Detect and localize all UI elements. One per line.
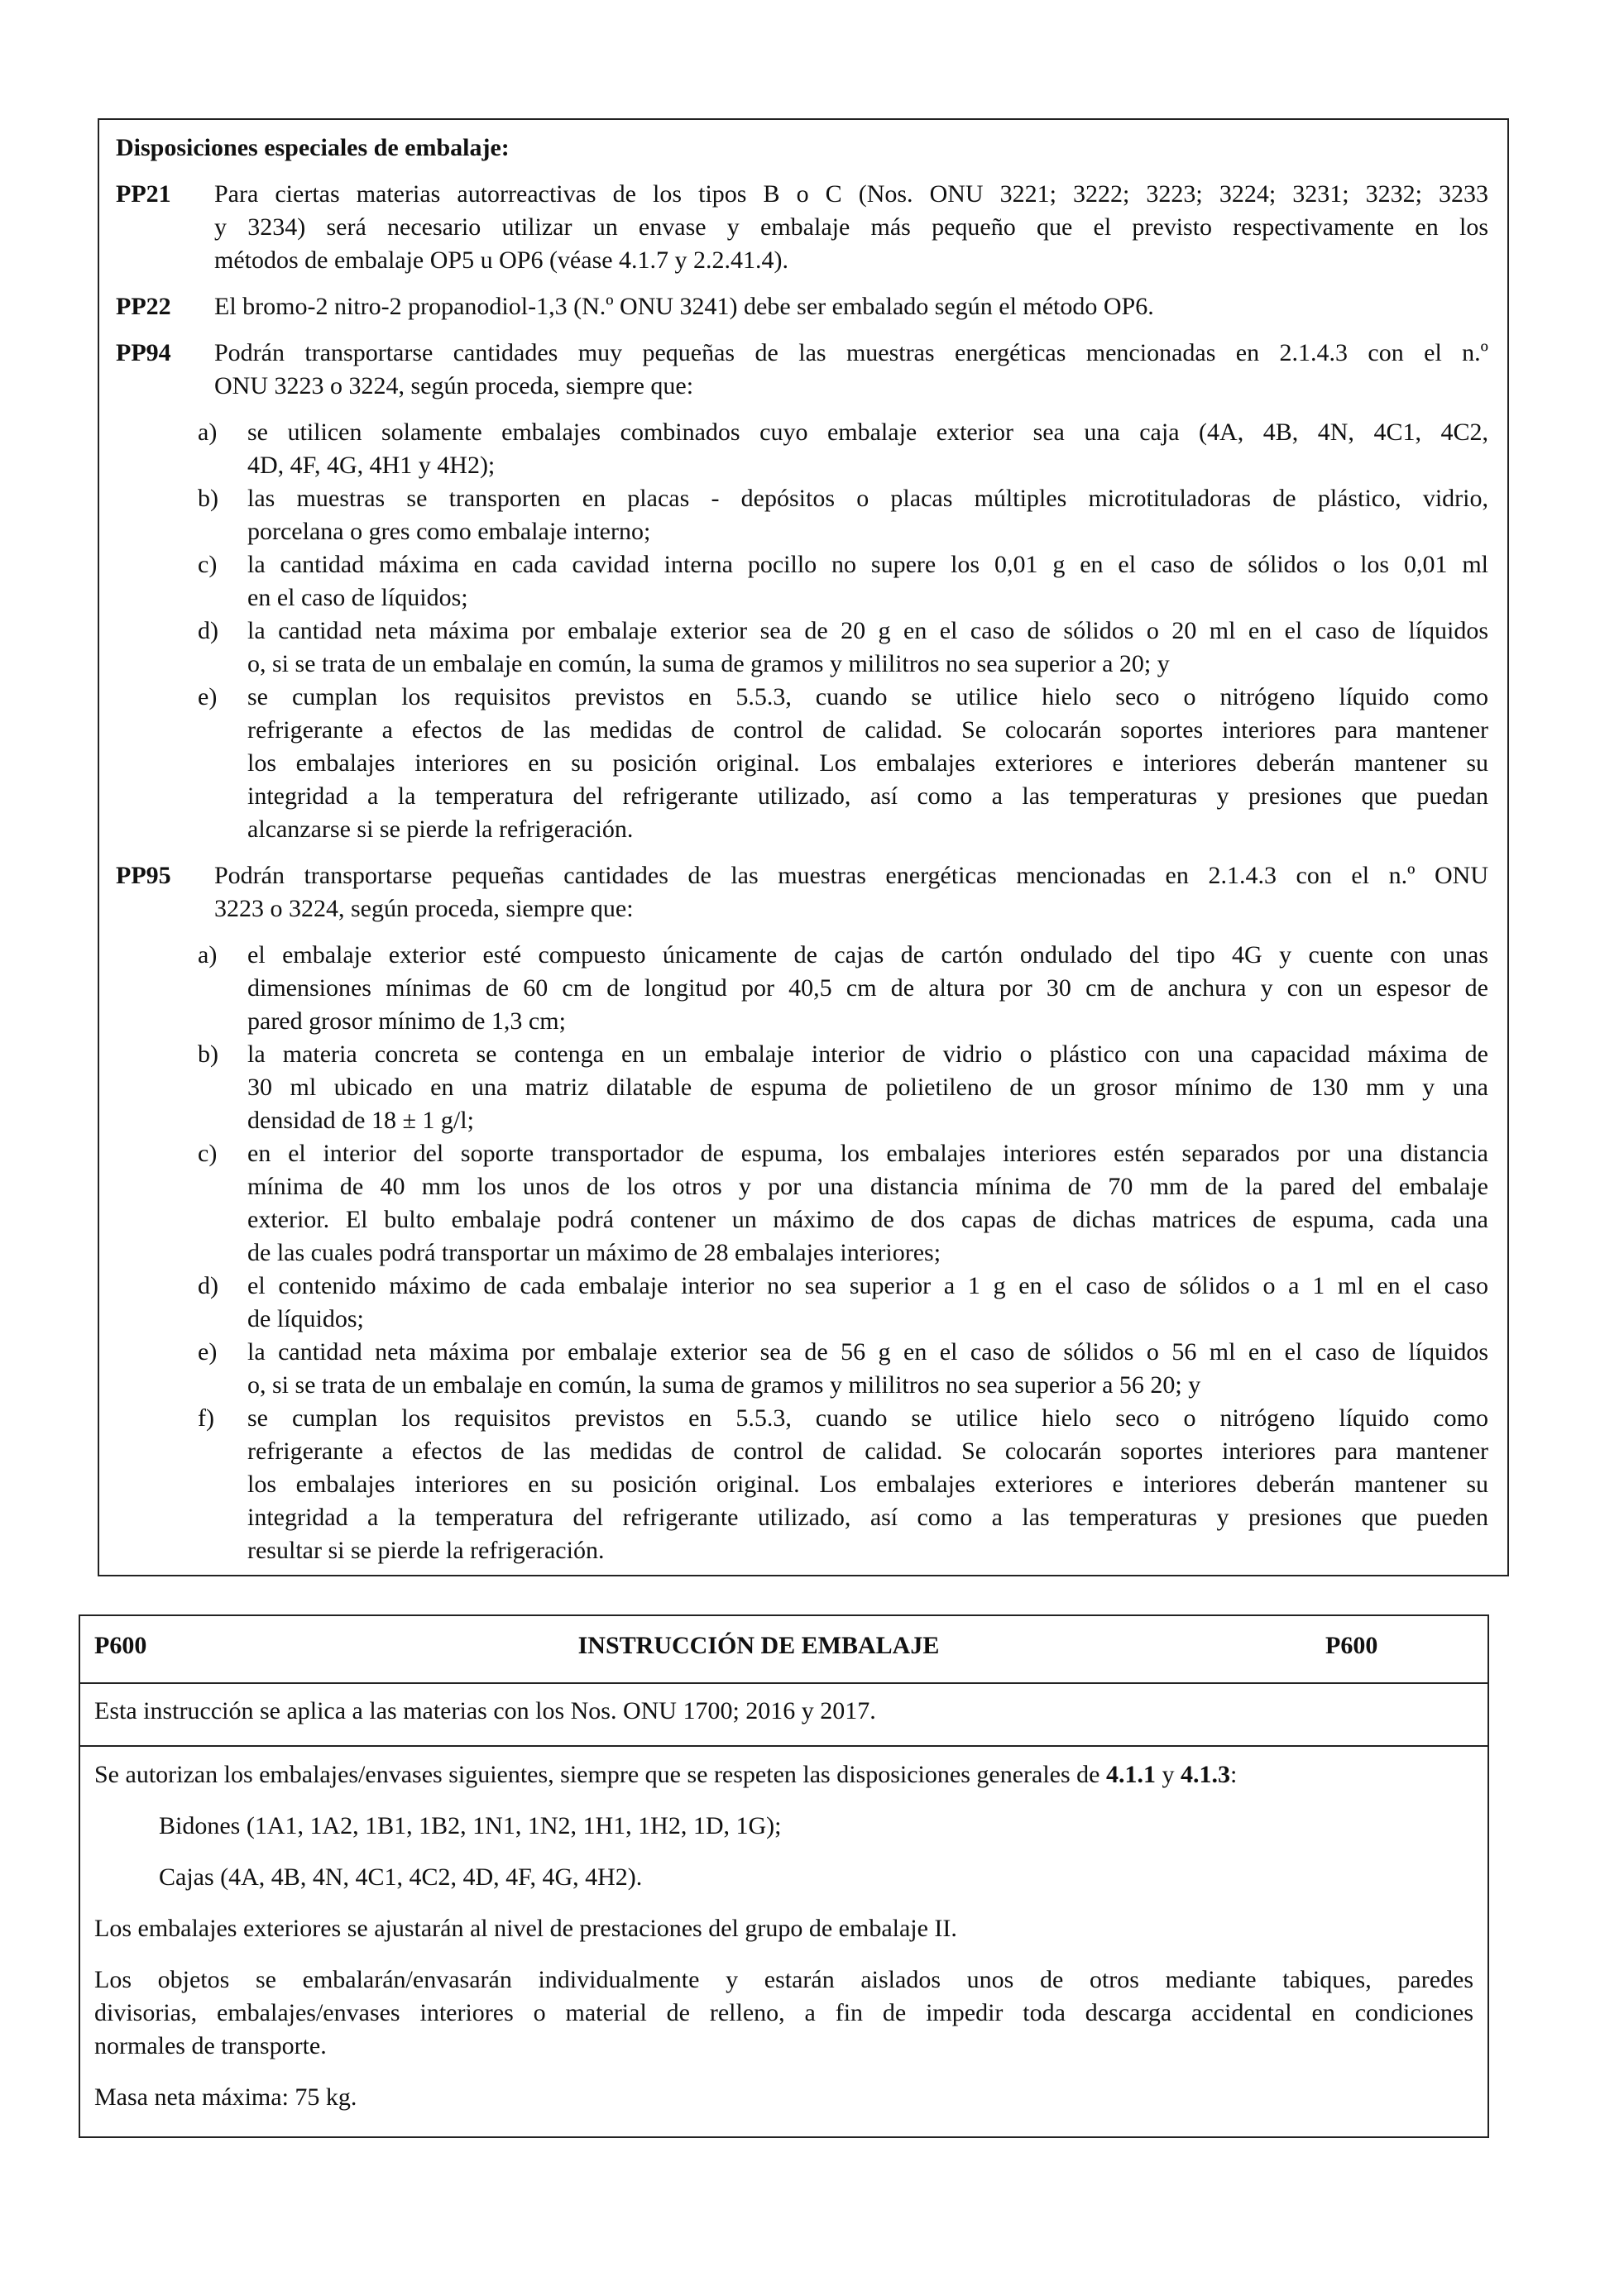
list-item-line: mínima de 40 mm los unos de los otros y por una distancia mínima de 70 mm de la pared del embalaje (247, 1173, 1488, 1200)
list-item-line: los embalajes interiores en su posición original. Los embalajes exteriores e interiores deberán mantener su (247, 749, 1488, 777)
list-item-line: se utilicen solamente embalajes combinados cuyo embalaje exterior sea una caja (4A, 4B, 4N, 4C1, 4C2, (247, 419, 1488, 446)
list-item-line: 4D, 4F, 4G, 4H1 y 4H2); (247, 452, 496, 479)
list-item-line: se cumplan los requisitos previstos en 5.5.3, cuando se utilice hielo seco o nitrógeno líquido como (247, 683, 1488, 710)
item-label: a) (198, 941, 218, 969)
instruction-code-left: P600 (94, 1632, 147, 1659)
max-net-mass: Masa neta máxima: 75 kg. (94, 2083, 357, 2111)
pp21-text-line: Para ciertas materias autorreactivas de los tipos B o C (Nos. ONU 3221; 3222; 3223; 3224; 3231; 3232; 3233 (214, 180, 1488, 208)
item-label: c) (198, 551, 218, 578)
objects-text-line: normales de transporte. (94, 2032, 327, 2059)
list-item-line: las muestras se transporten en placas - depósitos o placas múltiples microtituladoras de plástico, vidrio, (247, 485, 1488, 512)
item-label: b) (198, 1040, 218, 1068)
pp95-text-line: 3223 o 3224, según proceda, siempre que: (214, 895, 634, 922)
item-label: d) (198, 617, 218, 644)
instruction-code-right: P600 (1325, 1632, 1378, 1659)
list-item-line: los embalajes interiores en su posición original. Los embalajes exteriores e interiores deberán mantener su (247, 1471, 1488, 1498)
list-item-line: en el interior del soporte transportador de espuma, los embalajes interiores estén separados por una distancia (247, 1140, 1488, 1167)
row-divider (80, 1682, 1487, 1684)
pp94-text-line: ONU 3223 o 3224, según proceda, siempre que: (214, 372, 694, 399)
section-heading: Disposiciones especiales de embalaje: (116, 134, 510, 161)
list-item-line: porcelana o gres como embalaje interno; (247, 518, 651, 545)
item-label: c) (198, 1140, 218, 1167)
list-item-line: se cumplan los requisitos previstos en 5.5.3, cuando se utilice hielo seco o nitrógeno líquido como (247, 1404, 1488, 1432)
list-item-line: la cantidad máxima en cada cavidad interna pocillo no supere los 0,01 g en el caso de sólidos o los 0,01 ml (247, 551, 1488, 578)
pp21-text-line: y 3234) será necesario utilizar un envase y embalaje más pequeño que el previsto respectivamente en los (214, 213, 1488, 241)
item-label: e) (198, 683, 218, 710)
list-item-line: de líquidos; (247, 1305, 364, 1332)
item-label: d) (198, 1272, 218, 1299)
reference-4-1-3: 4.1.3 (1180, 1761, 1230, 1788)
boxes-list: Cajas (4A, 4B, 4N, 4C1, 4C2, 4D, 4F, 4G, 4H2). (159, 1863, 643, 1891)
authorized-suffix: : (1229, 1761, 1238, 1788)
list-item-line: en el caso de líquidos; (247, 584, 468, 611)
list-item-line: dimensiones mínimas de 60 cm de longitud por 40,5 cm de altura por 30 cm de anchura y con un espesor de (247, 974, 1488, 1002)
authorized-packagings-text (94, 1758, 1237, 1791)
list-item-line: refrigerante a efectos de las medidas de control de calidad. Se colocarán soportes interiores para mantener (247, 1437, 1488, 1465)
list-item-line: exterior. El bulto embalaje podrá contener un máximo de dos capas de dichas matrices de espuma, cada una (247, 1206, 1488, 1233)
p600-instruction-box (79, 1614, 1489, 2138)
list-item-line: resultar si se pierde la refrigeración. (247, 1537, 605, 1564)
instruction-title: INSTRUCCIÓN DE EMBALAJE (577, 1632, 940, 1659)
list-item-line: la materia concreta se contenga en un embalaje interior de vidrio o plástico con una capacidad máxima de (247, 1040, 1488, 1068)
pp95-text-line: Podrán transportarse pequeñas cantidades de las muestras energéticas mencionadas en 2.1.4.3 con el n.º ONU (214, 862, 1488, 889)
item-label: a) (198, 419, 218, 446)
provision-code-pp22: PP22 (116, 293, 171, 320)
list-item-line: integridad a la temperatura del refrigerante utilizado, así como a las temperaturas y presiones que pueden (247, 1504, 1488, 1531)
special-provisions-box (98, 118, 1509, 1576)
reference-4-1-1: 4.1.1 (1105, 1761, 1156, 1788)
drums-list: Bidones (1A1, 1A2, 1B1, 1B2, 1N1, 1N2, 1H1, 1H2, 1D, 1G); (159, 1812, 782, 1839)
objects-text-line: divisorias, embalajes/envases interiores o material de relleno, a fin de impedir toda descarga accidental en condiciones (94, 1999, 1473, 2026)
applies-text: Esta instrucción se aplica a las materias con los Nos. ONU 1700; 2016 y 2017. (94, 1697, 876, 1724)
list-item-line: integridad a la temperatura del refrigerante utilizado, así como a las temperaturas y presiones que puedan (247, 782, 1488, 810)
list-item-line: o, si se trata de un embalaje en común, la suma de gramos y mililitros no sea superior a 56 20; y (247, 1371, 1201, 1399)
list-item-line: el embalaje exterior esté compuesto únicamente de cajas de cartón ondulado del tipo 4G y cuente con unas (247, 941, 1488, 969)
provision-code-pp21: PP21 (116, 180, 171, 208)
list-item-line: la cantidad neta máxima por embalaje exterior sea de 56 g en el caso de sólidos o 56 ml en el caso de líquidos (247, 1338, 1488, 1366)
pp22-text: El bromo-2 nitro-2 propanodiol-1,3 (N.º ONU 3241) debe ser embalado según el método OP6. (214, 293, 1154, 320)
provision-code-pp95: PP95 (116, 862, 171, 889)
item-label: e) (198, 1338, 218, 1366)
authorized-and: y (1155, 1761, 1181, 1788)
provision-code-pp94: PP94 (116, 339, 171, 366)
list-item-line: la cantidad neta máxima por embalaje exterior sea de 20 g en el caso de sólidos o 20 ml en el caso de líquidos (247, 617, 1488, 644)
list-item-line: refrigerante a efectos de las medidas de control de calidad. Se colocarán soportes interiores para mantener (247, 716, 1488, 744)
list-item-line: pared grosor mínimo de 1,3 cm; (247, 1007, 566, 1035)
authorized-prefix: Se autorizan los embalajes/envases siguientes, siempre que se respeten las disposiciones generales de (94, 1761, 1106, 1788)
objects-text-line: Los objetos se embalarán/envasarán individualmente y estarán aislados unos de otros mediante tabiques, paredes (94, 1966, 1473, 1993)
list-item-line: el contenido máximo de cada embalaje interior no sea superior a 1 g en el caso de sólidos o a 1 ml en el caso (247, 1272, 1488, 1299)
item-label: f) (198, 1404, 214, 1432)
list-item-line: o, si se trata de un embalaje en común, la suma de gramos y mililitros no sea superior a 20; y (247, 650, 1170, 677)
list-item-line: de las cuales podrá transportar un máximo de 28 embalajes interiores; (247, 1239, 941, 1266)
pp94-text-line: Podrán transportarse cantidades muy pequeñas de las muestras energéticas mencionadas en 2.1.4.3 con el n.º (214, 339, 1488, 366)
outer-packagings-text: Los embalajes exteriores se ajustarán al nivel de prestaciones del grupo de embalaje II. (94, 1915, 957, 1942)
pp21-text-line: métodos de embalaje OP5 u OP6 (véase 4.1.7 y 2.2.41.4). (214, 246, 789, 274)
list-item-line: 30 ml ubicado en una matriz dilatable de espuma de polietileno de un grosor mínimo de 130 mm y una (247, 1074, 1488, 1101)
list-item-line: densidad de 18 ± 1 g/l; (247, 1107, 474, 1134)
item-label: b) (198, 485, 218, 512)
row-divider (80, 1745, 1487, 1747)
list-item-line: alcanzarse si se pierde la refrigeración. (247, 816, 634, 843)
